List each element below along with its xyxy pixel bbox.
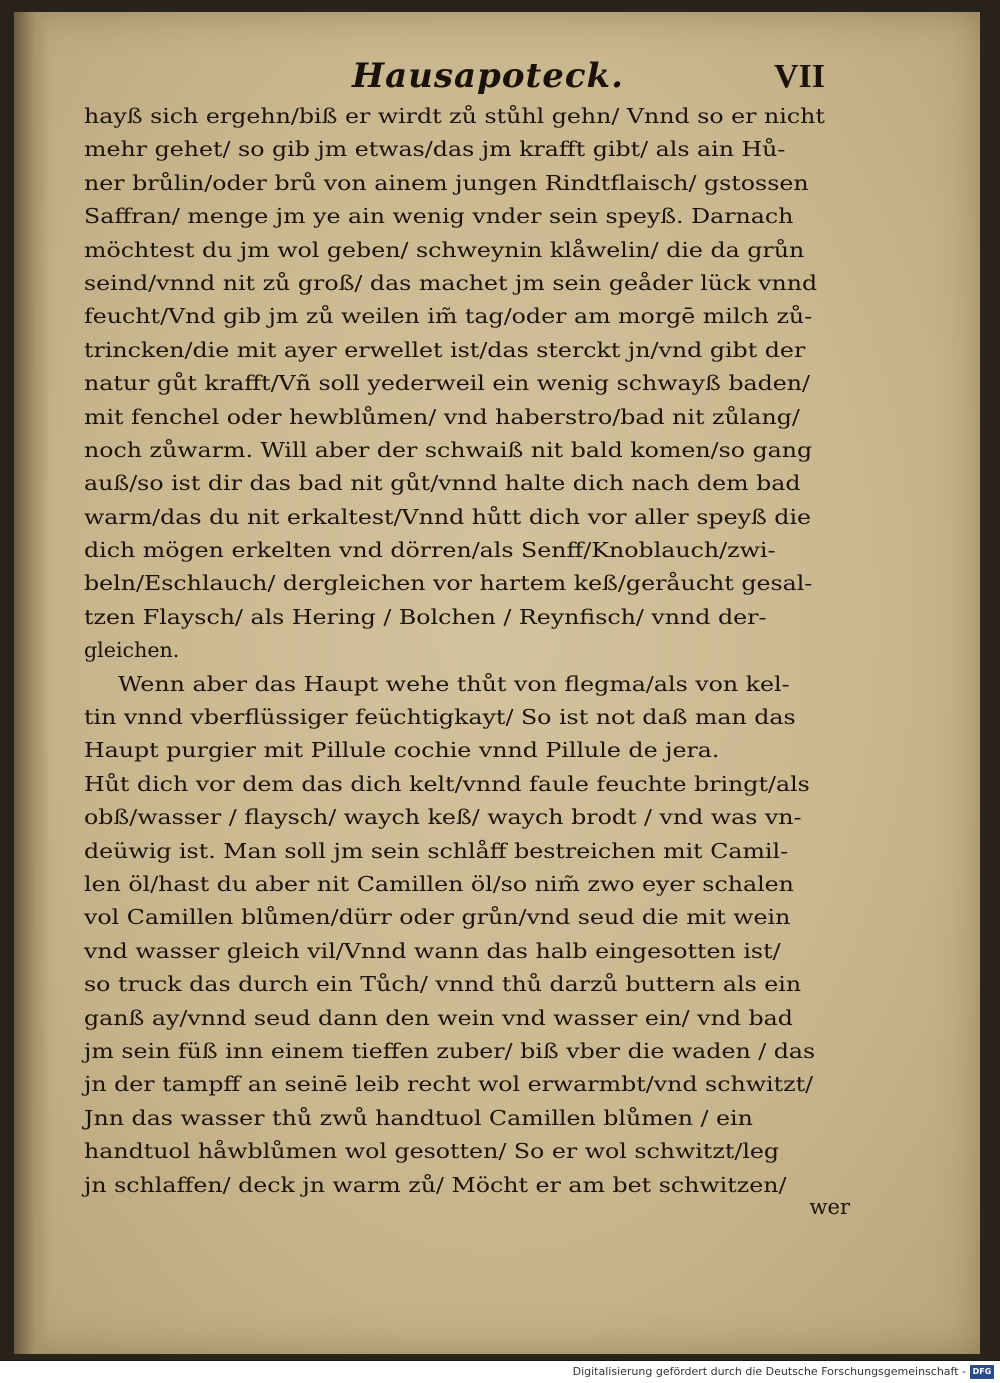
text-line: feucht/Vnd gib jm zů weilen im̃ tag/oder am morgē milch zů- bbox=[84, 304, 813, 329]
text-line: ganß ay/vnnd seud dann den wein vnd wasser ein/ vnd bad bbox=[84, 1005, 793, 1030]
text-line: Jnn das wasser thů zwů handtuol Camillen blůmen / ein bbox=[84, 1105, 753, 1130]
text-line: möchtest du jm wol geben/ schweynin klåwelin/ die da grůn bbox=[84, 237, 805, 262]
text-line: mehr gehet/ so gib jm etwas/das jm krafft gibt/ als ain Hů- bbox=[84, 137, 786, 162]
credit-bar bbox=[0, 1361, 1000, 1383]
text-line: so truck das durch ein Tůch/ vnnd thů darzů buttern als ein bbox=[84, 972, 802, 997]
running-title: Hausapoteck. bbox=[352, 56, 624, 96]
text-line: ner brůlin/oder brů von ainem jungen Rindtflaisch/ gstossen bbox=[84, 170, 809, 195]
text-line: obß/wasser / flaysch/ waych keß/ waych brodt / vnd was vn- bbox=[84, 805, 802, 830]
text-line: vol Camillen blůmen/dürr oder grůn/vnd seud die mit wein bbox=[84, 905, 791, 930]
text-line: jn schlaffen/ deck jn warm zů/ Möcht er am bet schwitzen/ bbox=[84, 1172, 787, 1197]
dfg-logo-icon: DFG bbox=[970, 1365, 994, 1379]
text-line: handtuol håwblůmen wol gesotten/ So er wol schwitzt/leg bbox=[84, 1139, 780, 1164]
text-line: auß/so ist dir das bad nit gůt/vnnd halte dich nach dem bad bbox=[84, 471, 801, 496]
text-line: dich mögen erkelten vnd dörren/als Senff/Knoblauch/zwi- bbox=[84, 538, 776, 563]
text-line: noch zůwarm. Will aber der schwaiß nit bald komen/so gang bbox=[84, 437, 813, 462]
folio-number: VII bbox=[774, 58, 826, 95]
text-line: tzen Flaysch/ als Hering / Bolchen / Reynfisch/ vnnd der- bbox=[84, 604, 767, 629]
text-line: Saffran/ menge jm ye ain wenig vnder sein speyß. Darnach bbox=[84, 204, 794, 229]
body-text bbox=[84, 100, 854, 1202]
credit-text: Digitalisierung gefördert durch die Deutsche Forschungsgemeinschaft - bbox=[572, 1365, 966, 1378]
page-gutter-shadow bbox=[14, 12, 50, 1354]
text-line: trincken/die mit ayer erwellet ist/das sterckt jn/vnd gibt der bbox=[84, 337, 806, 362]
text-line: warm/das du nit erkaltest/Vnnd hůtt dich vor aller speyß die bbox=[84, 504, 812, 529]
text-line: tin vnnd vberflüssiger feüchtigkayt/ So ist not daß man das bbox=[84, 705, 796, 730]
text-line: Hůt dich vor dem das dich kelt/vnnd faule feuchte bringt/als bbox=[84, 771, 810, 796]
text-line: natur gůt krafft/Vñ soll yederweil ein wenig schwayß baden/ bbox=[84, 371, 811, 396]
text-line: seind/vnnd nit zů groß/ das machet jm sein geåder lück vnnd bbox=[84, 270, 818, 295]
text-line: hayß sich ergehn/biß er wirdt zů stůhl gehn/ Vnnd so er nicht bbox=[84, 104, 825, 128]
text-line: Haupt purgier mit Pillule cochie vnnd Pillule de jera. bbox=[84, 738, 720, 763]
text-line: mit fenchel oder hewblůmen/ vnd haberstro/bad nit zůlang/ bbox=[84, 404, 800, 429]
text-line: len öl/hast du aber nit Camillen öl/so nim̃ zwo eyer schalen bbox=[84, 871, 794, 896]
text-line: jn der tampff an seinē leib recht wol erwarmbt/vnd schwitzt/ bbox=[84, 1072, 814, 1097]
text-line: vnd wasser gleich vil/Vnnd wann das halb eingesotten ist/ bbox=[84, 938, 781, 963]
text-line: Wenn aber das Haupt wehe thůt von flegma/als von kel- bbox=[118, 671, 790, 696]
text-line: deüwig ist. Man soll jm sein schlåff bestreichen mit Camil- bbox=[84, 838, 789, 863]
page-header bbox=[0, 56, 1000, 104]
catchword: wer bbox=[809, 1195, 850, 1219]
text-line: gleichen. bbox=[84, 638, 180, 663]
text-line: beln/Eschlauch/ dergleichen vor hartem keß/geråucht gesal- bbox=[84, 571, 813, 596]
text-line: jm sein füß inn einem tieffen zuber/ biß vber die waden / das bbox=[84, 1038, 816, 1063]
